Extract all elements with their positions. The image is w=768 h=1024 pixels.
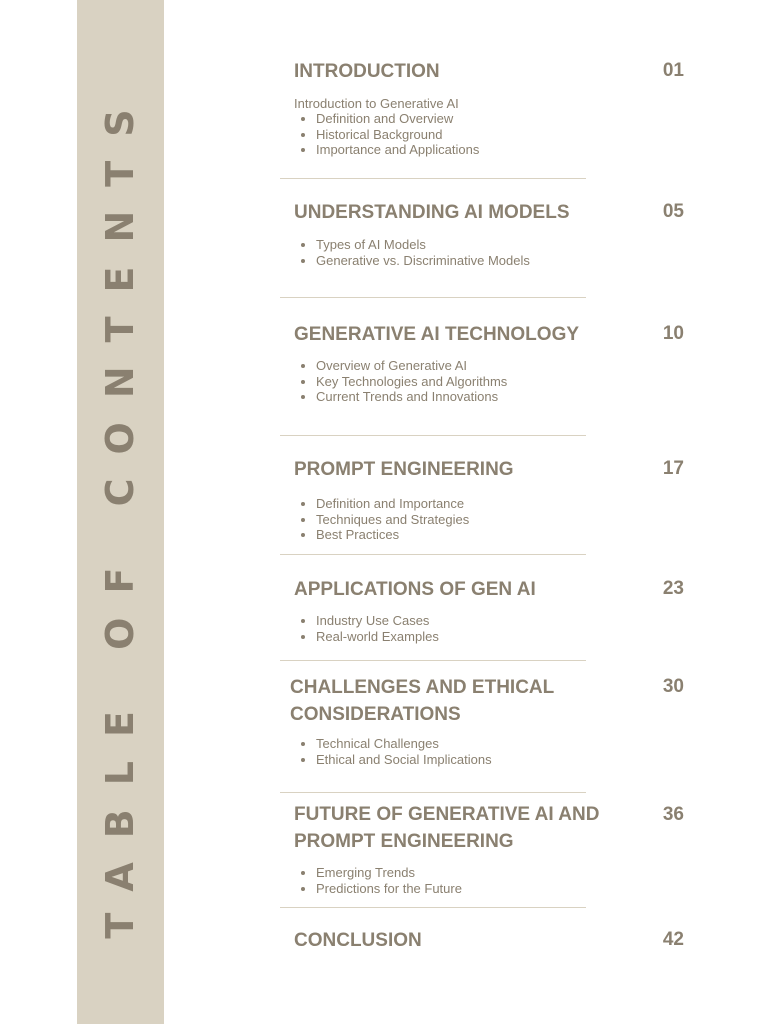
list-item: • Industry Use Cases xyxy=(316,613,439,629)
section-title[interactable]: UNDERSTANDING AI MODELS xyxy=(294,202,570,223)
section-title-line-2[interactable]: CONSIDERATIONS xyxy=(290,704,461,725)
list-item: • Definition and Importance xyxy=(316,496,469,512)
section-items xyxy=(294,865,462,896)
section-title[interactable]: INTRODUCTION xyxy=(294,61,440,82)
list-item: • Overview of Generative AI xyxy=(316,358,507,374)
list-item: • Predictions for the Future xyxy=(316,881,462,897)
list-item: • Ethical and Social Implications xyxy=(316,752,492,768)
divider xyxy=(280,435,586,436)
list-item: • Historical Background xyxy=(316,127,479,143)
section-title[interactable]: CONCLUSION xyxy=(294,930,422,951)
list-item: • Importance and Applications xyxy=(316,142,479,158)
section-items xyxy=(294,111,479,158)
list-item: • Techniques and Strategies xyxy=(316,512,469,528)
section-title-line-1[interactable]: CHALLENGES AND ETHICAL xyxy=(290,677,555,698)
list-item: • Real-world Examples xyxy=(316,629,439,645)
section-items xyxy=(294,736,492,767)
divider xyxy=(280,907,586,908)
section-items xyxy=(294,496,469,543)
section-page-number: 36 xyxy=(662,804,684,825)
list-item: • Generative vs. Discriminative Models xyxy=(316,253,530,269)
list-item: • Technical Challenges xyxy=(316,736,492,752)
section-title[interactable]: APPLICATIONS OF GEN AI xyxy=(294,579,536,600)
section-page-number: 42 xyxy=(662,929,684,950)
list-item: • Key Technologies and Algorithms xyxy=(316,374,507,390)
section-page-number: 23 xyxy=(662,578,684,599)
list-item: • Types of AI Models xyxy=(316,237,530,253)
section-page-number: 30 xyxy=(662,676,684,697)
divider xyxy=(280,660,586,661)
section-title[interactable]: PROMPT ENGINEERING xyxy=(294,459,514,480)
divider xyxy=(280,792,586,793)
list-item: • Current Trends and Innovations xyxy=(316,389,507,405)
section-items xyxy=(294,613,439,644)
section-page-number: 17 xyxy=(662,458,684,479)
section-page-number: 05 xyxy=(662,201,684,222)
list-item: • Definition and Overview xyxy=(316,111,479,127)
list-item: • Best Practices xyxy=(316,527,469,543)
divider xyxy=(280,554,586,555)
section-page-number: 10 xyxy=(662,323,684,344)
table-of-contents-heading: TABLE OF CONTENTS xyxy=(98,85,142,939)
divider xyxy=(280,297,586,298)
section-title-line-2[interactable]: PROMPT ENGINEERING xyxy=(294,831,514,852)
section-title-line-1[interactable]: FUTURE OF GENERATIVE AI AND xyxy=(294,804,600,825)
divider xyxy=(280,178,586,179)
section-page-number: 01 xyxy=(662,60,684,81)
section-items xyxy=(294,237,530,268)
section-title[interactable]: GENERATIVE AI TECHNOLOGY xyxy=(294,324,580,345)
list-item: • Emerging Trends xyxy=(316,865,462,881)
section-items xyxy=(294,358,507,405)
section-intro: Introduction to Generative AI xyxy=(294,96,459,111)
